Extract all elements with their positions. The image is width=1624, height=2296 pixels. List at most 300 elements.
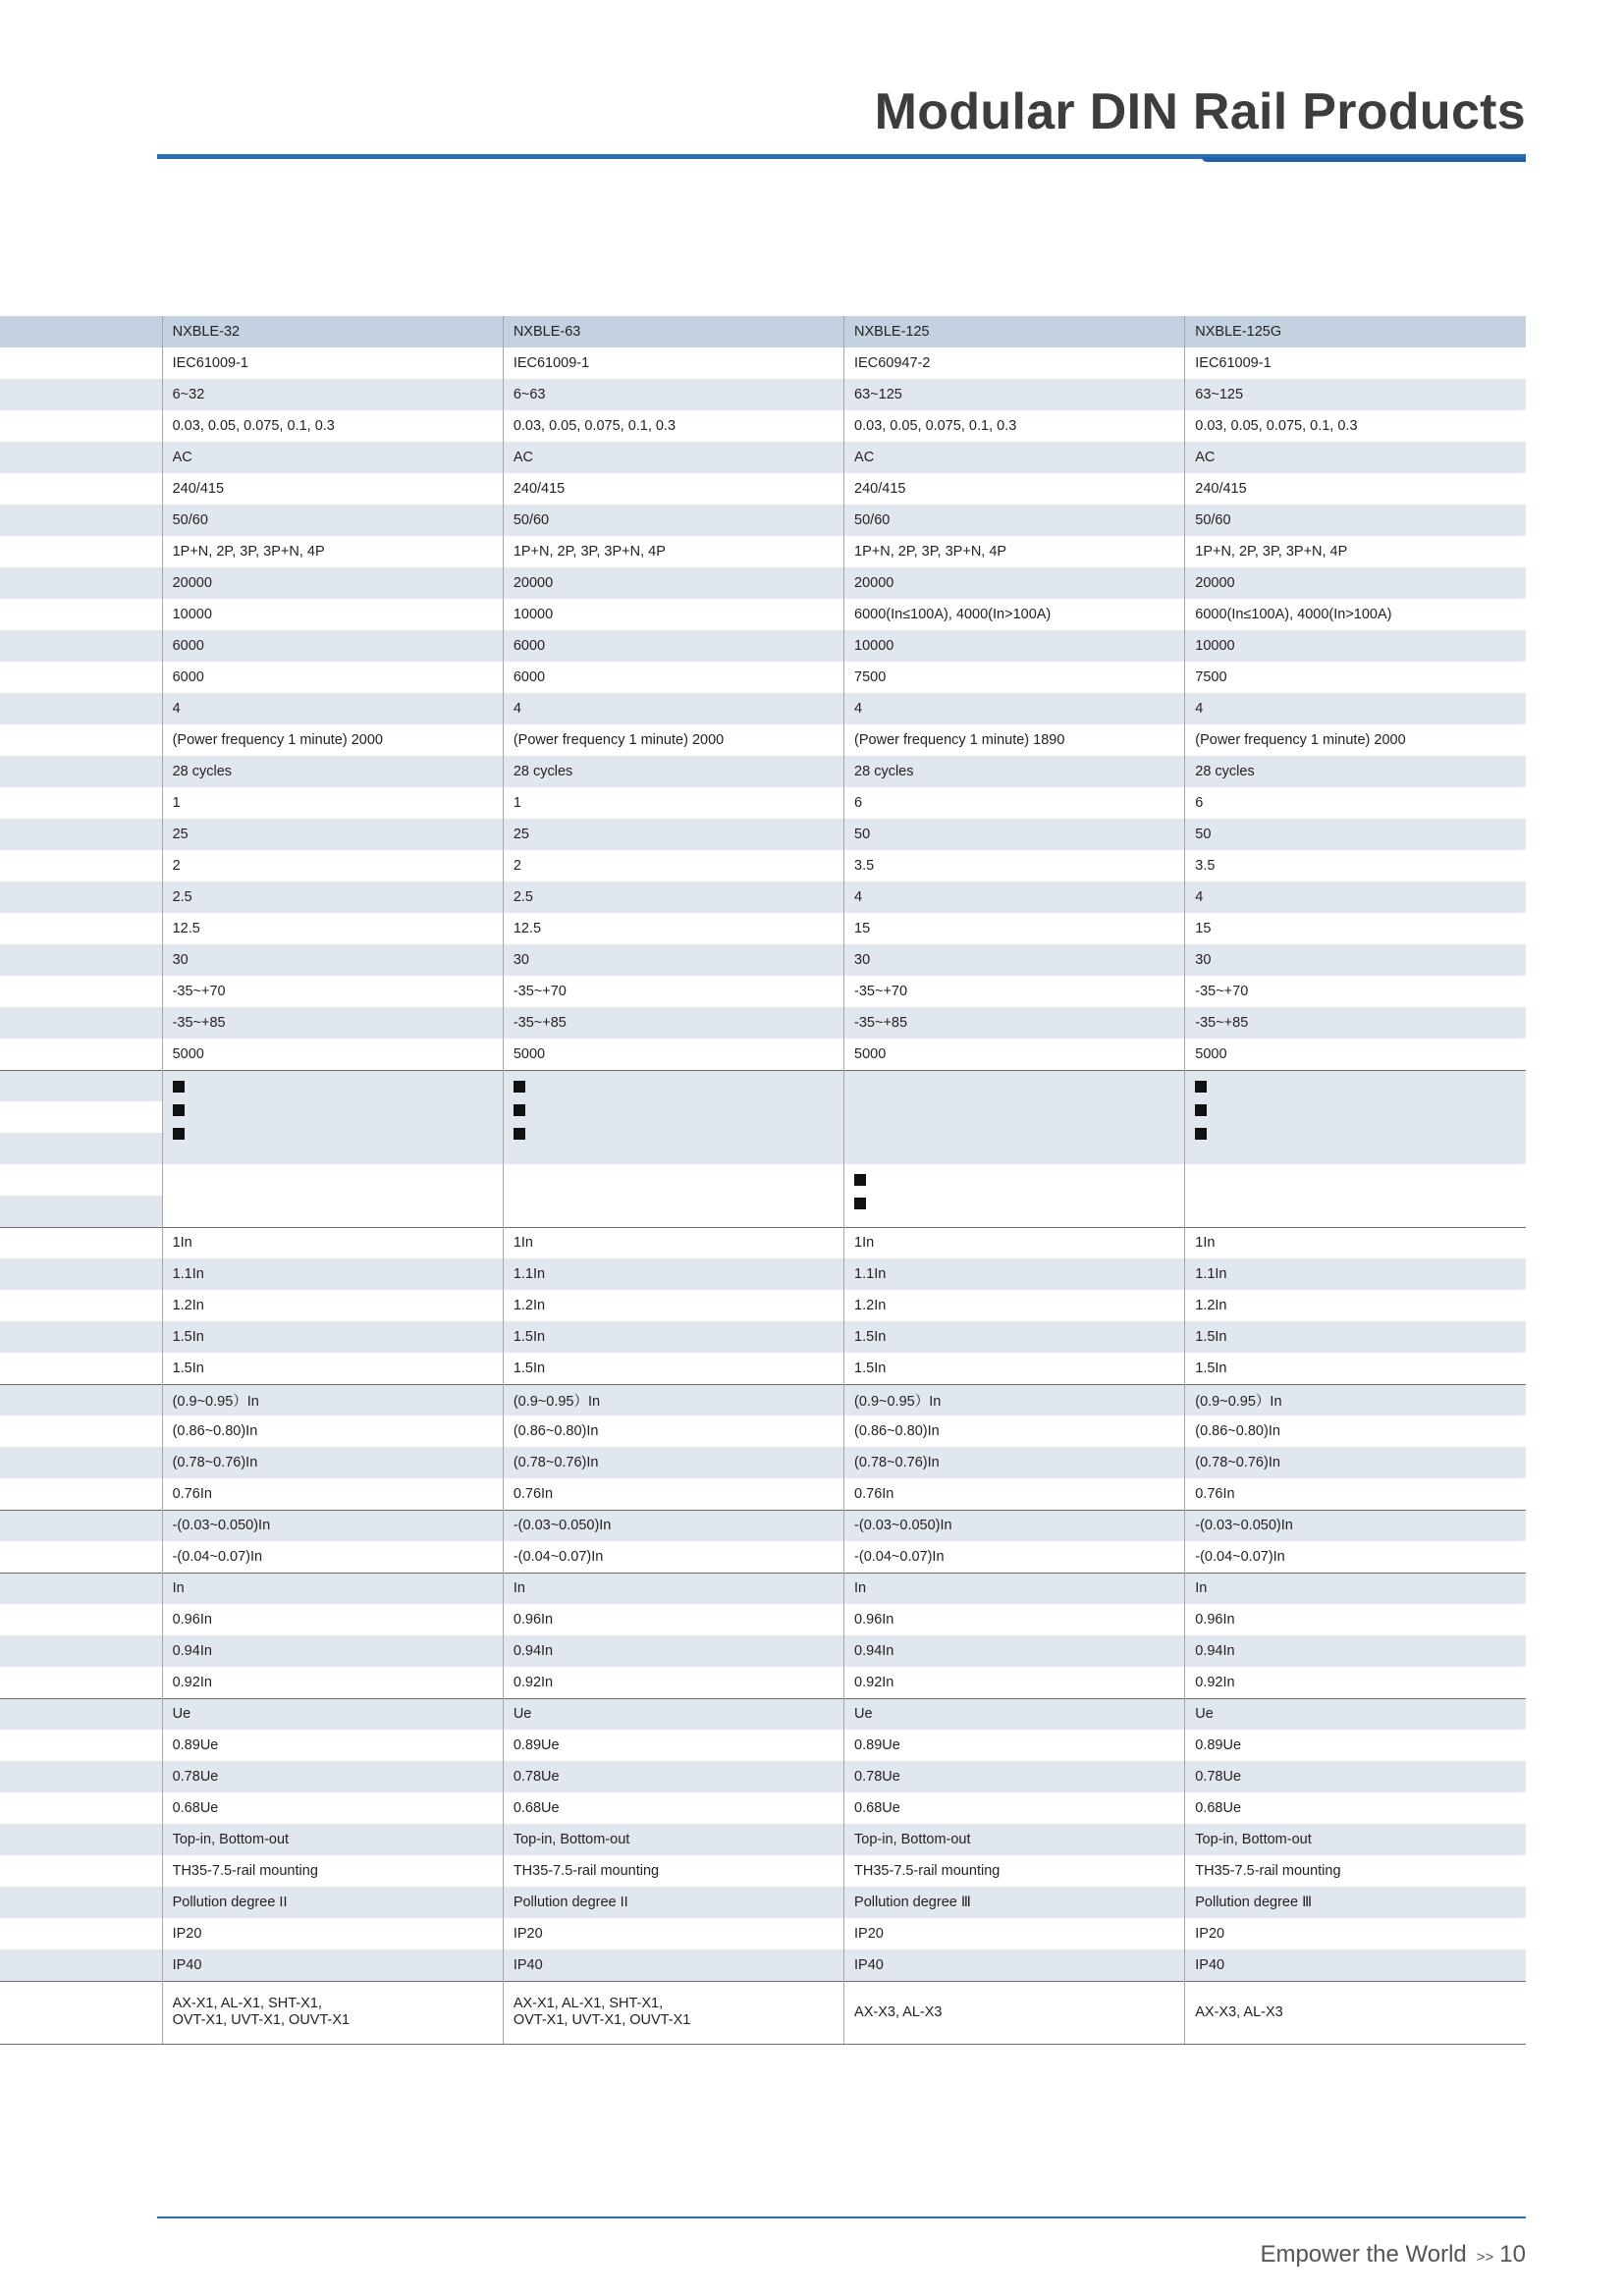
table-row: [0, 662, 1526, 693]
table-cell: -(0.04~0.07)In: [844, 1541, 1185, 1573]
table-cell: 0.68Ue: [844, 1792, 1185, 1824]
table-row: [0, 1290, 1526, 1321]
table-row: [0, 347, 1526, 379]
table-cell: 1P+N, 2P, 3P, 3P+N, 4P: [1185, 536, 1526, 567]
table-cell: 6000: [162, 662, 503, 693]
cell-line: OVT-X1, UVT-X1, OUVT-X1: [172, 2012, 351, 2028]
table-cell: -(0.03~0.050)In: [1185, 1510, 1526, 1541]
table-cell: 0.89Ue: [503, 1730, 843, 1761]
table-cell: 1.2In: [503, 1290, 843, 1321]
table-row: [0, 944, 1526, 976]
table-cell: 0.94In: [844, 1635, 1185, 1667]
table-cell: 240/415: [1185, 473, 1526, 505]
table-cell: (Power frequency 1 minute) 1890: [844, 724, 1185, 756]
row-label-cell: [0, 1824, 162, 1855]
table-cell: 0.76In: [844, 1478, 1185, 1510]
table-cell: 3.5: [1185, 850, 1526, 881]
table-cell: -35~+85: [162, 1007, 503, 1039]
row-label-cell: [0, 410, 162, 442]
row-label-cell: [0, 913, 162, 944]
row-label-cell: [0, 1667, 162, 1698]
table-cell: -35~+70: [1185, 976, 1526, 1007]
table-cell: -(0.04~0.07)In: [503, 1541, 843, 1573]
table-row: [0, 379, 1526, 410]
table-cell: AC: [162, 442, 503, 473]
table-cell: 0.03, 0.05, 0.075, 0.1, 0.3: [1185, 410, 1526, 442]
table-cell: 0.92In: [503, 1667, 843, 1698]
table-cell: -(0.04~0.07)In: [162, 1541, 503, 1573]
table-cell: [162, 1164, 503, 1227]
table-cell: Pollution degree II: [162, 1887, 503, 1918]
table-cell: (Power frequency 1 minute) 2000: [503, 724, 843, 756]
table-cell: 50/60: [1185, 505, 1526, 536]
table-cell: 1: [162, 787, 503, 819]
row-label-cell: [0, 1133, 162, 1164]
footer-arrows: >>: [1476, 2249, 1494, 2266]
table-cell: IP40: [162, 1949, 503, 1981]
row-label-cell: [0, 1478, 162, 1510]
table-cell: 0.96In: [1185, 1604, 1526, 1635]
table-header-row: [0, 316, 1526, 347]
table-cell: 15: [1185, 913, 1526, 944]
table-row: [0, 1478, 1526, 1510]
row-label-cell: [0, 1887, 162, 1918]
table-cell: (0.86~0.80)In: [503, 1415, 843, 1447]
table-cell: 1In: [162, 1227, 503, 1258]
table-cell: IP40: [1185, 1949, 1526, 1981]
table-cell: IP20: [844, 1918, 1185, 1949]
table-cell: AC: [844, 442, 1185, 473]
table-cell: (0.78~0.76)In: [844, 1447, 1185, 1478]
table-cell: 1.5In: [1185, 1321, 1526, 1353]
check-mark-icon: [854, 1174, 866, 1186]
table-cell: 4: [844, 881, 1185, 913]
table-row: [0, 1227, 1526, 1258]
row-label-cell: [0, 1792, 162, 1824]
table-cell: TH35-7.5-rail mounting: [162, 1855, 503, 1887]
table-cell: 1In: [1185, 1227, 1526, 1258]
table-cell: 1.2In: [162, 1290, 503, 1321]
table-row: [0, 536, 1526, 567]
table-row: [0, 1510, 1526, 1541]
table-cell: [503, 1981, 843, 2044]
table-cell: 10000: [844, 630, 1185, 662]
table-row: [0, 1164, 1526, 1196]
header-rule: [157, 154, 1526, 159]
table-cell: 240/415: [503, 473, 843, 505]
table-cell: 0.89Ue: [1185, 1730, 1526, 1761]
table-cell: AC: [1185, 442, 1526, 473]
cell-line: AX-X3, AL-X3: [854, 2003, 943, 2020]
table-cell: [844, 1981, 1185, 2044]
row-label-cell: [0, 536, 162, 567]
cell-line: AX-X1, AL-X1, SHT-X1,: [172, 1996, 322, 2011]
row-label-cell: [0, 1510, 162, 1541]
table-cell: IP20: [503, 1918, 843, 1949]
table-row: [0, 567, 1526, 599]
row-label-cell: [0, 599, 162, 630]
column-header: NXBLE-125: [844, 316, 1185, 347]
table-cell: 30: [844, 944, 1185, 976]
table-cell: 20000: [503, 567, 843, 599]
cell-line: AX-X3, AL-X3: [1195, 2003, 1283, 2020]
row-label-cell: [0, 379, 162, 410]
table-cell: 0.96In: [844, 1604, 1185, 1635]
check-mark-icon: [173, 1081, 185, 1093]
table-cell: -(0.04~0.07)In: [1185, 1541, 1526, 1573]
table-cell: 0.89Ue: [844, 1730, 1185, 1761]
table-cell: (0.9~0.95）In: [162, 1384, 503, 1415]
row-label-cell: [0, 442, 162, 473]
table-cell: 2.5: [503, 881, 843, 913]
check-mark-icon: [173, 1104, 185, 1116]
table-cell: 0.94In: [162, 1635, 503, 1667]
row-label-cell: [0, 944, 162, 976]
table-cell: [1185, 1070, 1526, 1164]
table-row: [0, 599, 1526, 630]
table-row: [0, 1635, 1526, 1667]
table-row: [0, 442, 1526, 473]
table-cell: -35~+85: [503, 1007, 843, 1039]
table-cell: -(0.03~0.050)In: [162, 1510, 503, 1541]
row-label-cell: [0, 316, 162, 347]
table-cell: 10000: [1185, 630, 1526, 662]
table-cell: 0.68Ue: [503, 1792, 843, 1824]
table-cell: 1.5In: [503, 1353, 843, 1384]
table-cell: 20000: [1185, 567, 1526, 599]
table-cell: 6000(In≤100A), 4000(In>100A): [844, 599, 1185, 630]
row-label-cell: [0, 1981, 162, 2044]
table-cell: In: [162, 1573, 503, 1604]
row-label-cell: [0, 1635, 162, 1667]
table-cell: 1: [503, 787, 843, 819]
row-label-cell: [0, 1007, 162, 1039]
column-header: NXBLE-32: [162, 316, 503, 347]
table-cell: 1.5In: [162, 1321, 503, 1353]
table-row: [0, 1824, 1526, 1855]
table-cell: [844, 1164, 1185, 1227]
table-cell: 1.1In: [162, 1258, 503, 1290]
table-cell: 6000(In≤100A), 4000(In>100A): [1185, 599, 1526, 630]
table-row: [0, 1604, 1526, 1635]
table-cell: 30: [162, 944, 503, 976]
table-cell: 6000: [503, 662, 843, 693]
table-cell: 0.92In: [1185, 1667, 1526, 1698]
table-row: [0, 630, 1526, 662]
table-cell: [1185, 1164, 1526, 1227]
table-cell: 0.92In: [162, 1667, 503, 1698]
table-row: [0, 913, 1526, 944]
table-cell: 1P+N, 2P, 3P, 3P+N, 4P: [844, 536, 1185, 567]
table-cell: 0.94In: [503, 1635, 843, 1667]
table-cell: 4: [1185, 693, 1526, 724]
table-cell: Ue: [1185, 1698, 1526, 1730]
table-row: [0, 1447, 1526, 1478]
table-cell: 28 cycles: [844, 756, 1185, 787]
table-cell: 3.5: [844, 850, 1185, 881]
table-cell: TH35-7.5-rail mounting: [503, 1855, 843, 1887]
table-row: [0, 1039, 1526, 1070]
page-number: 10: [1499, 2241, 1526, 2268]
table-row: [0, 1887, 1526, 1918]
table-cell: 2: [503, 850, 843, 881]
table-row: [0, 693, 1526, 724]
table-cell: IEC60947-2: [844, 347, 1185, 379]
row-label-cell: [0, 1227, 162, 1258]
table-cell: (0.78~0.76)In: [503, 1447, 843, 1478]
table-cell: 12.5: [503, 913, 843, 944]
table-cell: 6000: [162, 630, 503, 662]
table-cell: 0.03, 0.05, 0.075, 0.1, 0.3: [844, 410, 1185, 442]
table-cell: 4: [503, 693, 843, 724]
table-row: [0, 1981, 1526, 2044]
row-label-cell: [0, 662, 162, 693]
table-cell: 0.76In: [1185, 1478, 1526, 1510]
row-label-cell: [0, 787, 162, 819]
table-cell: 25: [503, 819, 843, 850]
table-row: [0, 505, 1526, 536]
table-cell: 30: [503, 944, 843, 976]
table-cell: 0.03, 0.05, 0.075, 0.1, 0.3: [162, 410, 503, 442]
table-cell: 28 cycles: [503, 756, 843, 787]
row-label-cell: [0, 1353, 162, 1384]
row-label-cell: [0, 1573, 162, 1604]
table-cell: 1P+N, 2P, 3P, 3P+N, 4P: [162, 536, 503, 567]
table-cell: In: [844, 1573, 1185, 1604]
table-cell: (0.9~0.95）In: [844, 1384, 1185, 1415]
row-label-cell: [0, 1290, 162, 1321]
table-cell: 1.5In: [162, 1353, 503, 1384]
table-row: [0, 1792, 1526, 1824]
table-cell: 15: [844, 913, 1185, 944]
table-cell: 5000: [162, 1039, 503, 1070]
table-cell: IEC61009-1: [1185, 347, 1526, 379]
table-cell: 25: [162, 819, 503, 850]
table-cell: 5000: [844, 1039, 1185, 1070]
table-cell: In: [1185, 1573, 1526, 1604]
table-cell: 0.96In: [162, 1604, 503, 1635]
table-cell: [1185, 1981, 1526, 2044]
table-cell: 1.5In: [1185, 1353, 1526, 1384]
row-label-cell: [0, 1070, 162, 1101]
table-cell: 28 cycles: [1185, 756, 1526, 787]
table-cell: (Power frequency 1 minute) 2000: [162, 724, 503, 756]
table-cell: Ue: [844, 1698, 1185, 1730]
table-cell: Top-in, Bottom-out: [844, 1824, 1185, 1855]
table-cell: (Power frequency 1 minute) 2000: [1185, 724, 1526, 756]
table-cell: 0.76In: [503, 1478, 843, 1510]
table-cell: 240/415: [162, 473, 503, 505]
row-label-cell: [0, 505, 162, 536]
row-label-cell: [0, 567, 162, 599]
table-row: [0, 1761, 1526, 1792]
table-cell: [503, 1164, 843, 1227]
table-cell: IEC61009-1: [162, 347, 503, 379]
row-label-cell: [0, 1321, 162, 1353]
row-label-cell: [0, 1164, 162, 1196]
table-row: [0, 1353, 1526, 1384]
table-cell: 0.78Ue: [162, 1761, 503, 1792]
table-cell: 0.78Ue: [1185, 1761, 1526, 1792]
row-label-cell: [0, 693, 162, 724]
table-row: [0, 410, 1526, 442]
table-cell: [162, 1070, 503, 1164]
table-row: [0, 1070, 1526, 1101]
table-cell: Pollution degree II: [503, 1887, 843, 1918]
table-cell: 0.76In: [162, 1478, 503, 1510]
table-cell: IP20: [162, 1918, 503, 1949]
check-mark-icon: [514, 1128, 525, 1140]
row-label-cell: [0, 756, 162, 787]
row-label-cell: [0, 1196, 162, 1227]
row-label-cell: [0, 1698, 162, 1730]
table-cell: 0.78Ue: [503, 1761, 843, 1792]
row-label-cell: [0, 1730, 162, 1761]
row-label-cell: [0, 1855, 162, 1887]
check-mark-icon: [854, 1198, 866, 1209]
row-label-cell: [0, 724, 162, 756]
table-cell: IP40: [503, 1949, 843, 1981]
table-cell: 0.68Ue: [1185, 1792, 1526, 1824]
table-cell: -(0.03~0.050)In: [503, 1510, 843, 1541]
table-cell: 1In: [503, 1227, 843, 1258]
table-row: [0, 1730, 1526, 1761]
table-cell: 6~32: [162, 379, 503, 410]
table-cell: 30: [1185, 944, 1526, 976]
table-cell: 0.68Ue: [162, 1792, 503, 1824]
table-cell: [503, 1070, 843, 1164]
row-label-cell: [0, 1258, 162, 1290]
table-row: [0, 1949, 1526, 1981]
row-label-cell: [0, 976, 162, 1007]
table-cell: 50: [844, 819, 1185, 850]
table-cell: 12.5: [162, 913, 503, 944]
row-label-cell: [0, 1541, 162, 1573]
row-label-cell: [0, 1447, 162, 1478]
table-row: [0, 1855, 1526, 1887]
table-cell: 0.03, 0.05, 0.075, 0.1, 0.3: [503, 410, 843, 442]
table-cell: IEC61009-1: [503, 347, 843, 379]
table-cell: 50: [1185, 819, 1526, 850]
table-cell: 7500: [1185, 662, 1526, 693]
table-cell: In: [503, 1573, 843, 1604]
table-row: [0, 1415, 1526, 1447]
table-cell: Pollution degree Ⅲ: [844, 1887, 1185, 1918]
table-row: [0, 881, 1526, 913]
table-row: [0, 1321, 1526, 1353]
table-row: [0, 1258, 1526, 1290]
table-cell: 1.5In: [844, 1321, 1185, 1353]
table-row: [0, 473, 1526, 505]
table-cell: IP20: [1185, 1918, 1526, 1949]
table-cell: 5000: [1185, 1039, 1526, 1070]
table-cell: -35~+85: [1185, 1007, 1526, 1039]
table-cell: AC: [503, 442, 843, 473]
table-cell: 0.96In: [503, 1604, 843, 1635]
table-row: [0, 756, 1526, 787]
table-cell: 0.89Ue: [162, 1730, 503, 1761]
table-row: [0, 1698, 1526, 1730]
table-cell: 6: [844, 787, 1185, 819]
table-cell: 1.1In: [1185, 1258, 1526, 1290]
row-label-cell: [0, 347, 162, 379]
table-cell: 50/60: [503, 505, 843, 536]
table-cell: 2.5: [162, 881, 503, 913]
row-label-cell: [0, 1415, 162, 1447]
table-cell: 1.5In: [844, 1353, 1185, 1384]
table-cell: 1.1In: [844, 1258, 1185, 1290]
table-cell: 4: [1185, 881, 1526, 913]
row-label-cell: [0, 850, 162, 881]
table-row: [0, 1918, 1526, 1949]
table-cell: 6000: [503, 630, 843, 662]
table-row: [0, 850, 1526, 881]
table-row: [0, 787, 1526, 819]
table-cell: (0.86~0.80)In: [844, 1415, 1185, 1447]
table-cell: 50/60: [162, 505, 503, 536]
table-cell: 0.78Ue: [844, 1761, 1185, 1792]
table-cell: 10000: [162, 599, 503, 630]
table-cell: 4: [844, 693, 1185, 724]
row-label-cell: [0, 1949, 162, 1981]
table-cell: Top-in, Bottom-out: [503, 1824, 843, 1855]
table-cell: 2: [162, 850, 503, 881]
table-row: [0, 1384, 1526, 1415]
table-cell: TH35-7.5-rail mounting: [1185, 1855, 1526, 1887]
check-mark-icon: [1195, 1081, 1207, 1093]
row-label-cell: [0, 1039, 162, 1070]
table-cell: -(0.03~0.050)In: [844, 1510, 1185, 1541]
cell-line: AX-X1, AL-X1, SHT-X1,: [513, 1996, 664, 2011]
check-mark-icon: [1195, 1128, 1207, 1140]
table-cell: 5000: [503, 1039, 843, 1070]
table-cell: (0.9~0.95）In: [1185, 1384, 1526, 1415]
table-cell: 4: [162, 693, 503, 724]
check-mark-icon: [173, 1128, 185, 1140]
table-row: [0, 1541, 1526, 1573]
check-mark-icon: [514, 1081, 525, 1093]
column-header: NXBLE-125G: [1185, 316, 1526, 347]
table-cell: (0.78~0.76)In: [162, 1447, 503, 1478]
table-cell: -35~+70: [162, 976, 503, 1007]
spec-table: [0, 316, 1526, 2045]
table-cell: TH35-7.5-rail mounting: [844, 1855, 1185, 1887]
table-cell: 20000: [162, 567, 503, 599]
table-cell: (0.9~0.95）In: [503, 1384, 843, 1415]
table-cell: 6: [1185, 787, 1526, 819]
table-cell: Ue: [162, 1698, 503, 1730]
table-cell: 20000: [844, 567, 1185, 599]
table-cell: 240/415: [844, 473, 1185, 505]
row-label-cell: [0, 1384, 162, 1415]
footer-tagline: Empower the World: [1260, 2241, 1467, 2268]
cell-line: OVT-X1, UVT-X1, OUVT-X1: [513, 2012, 691, 2028]
table-cell: [162, 1981, 503, 2044]
table-cell: -35~+70: [503, 976, 843, 1007]
table-cell: Top-in, Bottom-out: [1185, 1824, 1526, 1855]
table-cell: 1.1In: [503, 1258, 843, 1290]
row-label-cell: [0, 1101, 162, 1133]
row-label-cell: [0, 1761, 162, 1792]
table-cell: (0.78~0.76)In: [1185, 1447, 1526, 1478]
table-cell: 0.94In: [1185, 1635, 1526, 1667]
table-cell: (0.86~0.80)In: [162, 1415, 503, 1447]
table-row: [0, 819, 1526, 850]
table-cell: [844, 1070, 1185, 1164]
table-cell: 1P+N, 2P, 3P, 3P+N, 4P: [503, 536, 843, 567]
table-cell: 1.2In: [844, 1290, 1185, 1321]
table-cell: Ue: [503, 1698, 843, 1730]
